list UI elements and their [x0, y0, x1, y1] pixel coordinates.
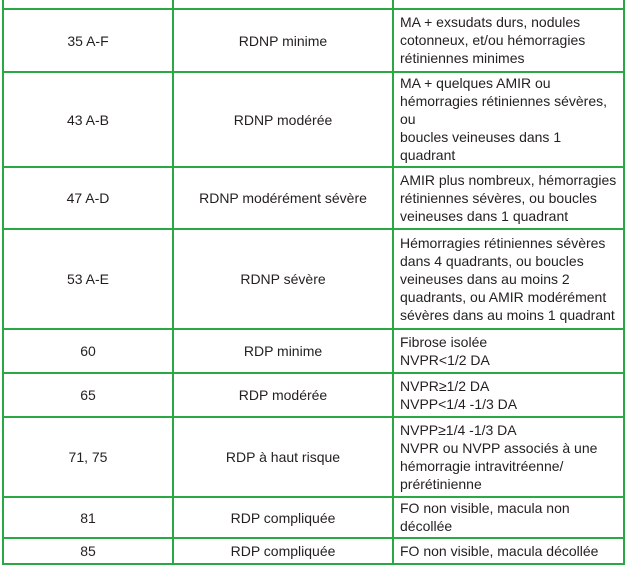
description-text: Hémorragies rétiniennes sévères dans 4 quadrants, ou boucles veineuses dans au moins 2 quadrants, ou AMIR modérément sévères dans au moins 1 quadrant — [400, 234, 615, 323]
code-cell: 81 — [3, 497, 173, 538]
stage-cell: RDP minime — [173, 329, 393, 373]
description-text: MA + exsudats durs, nodules cotonneux, et/ou hémorragies rétiniennes minimes — [400, 14, 586, 66]
description-text: FO non visible, macula non décollée — [400, 500, 570, 534]
table-row — [3, 373, 624, 417]
retinopathy-classification-table — [2, 0, 625, 565]
table-row — [3, 229, 624, 329]
table-row — [3, 167, 624, 229]
stage-cell: RDNP modérée — [173, 72, 393, 167]
code-cell: 85 — [3, 538, 173, 564]
description-cell — [393, 229, 624, 329]
description-text: NVPR≥1/2 DA NVPP<1/4 -1/3 DA — [400, 377, 518, 412]
code-cell: 71, 75 — [3, 417, 173, 497]
code-cell — [3, 0, 173, 9]
code-cell: 65 — [3, 373, 173, 417]
code-cell: 47 A-D — [3, 167, 173, 229]
stage-cell: RDP compliquée — [173, 497, 393, 538]
description-cell — [393, 0, 624, 9]
table-row — [3, 497, 624, 538]
description-cell — [393, 538, 624, 564]
code-cell: 43 A-B — [3, 72, 173, 167]
description-cell — [393, 329, 624, 373]
description-text: NVPP≥1/4 -1/3 DA NVPR ou NVPP associés à une hémorragie intravitréenne/ prérétinienne — [400, 421, 598, 492]
description-text: FO non visible, macula décollée — [400, 542, 599, 559]
stage-cell: RDNP sévère — [173, 229, 393, 329]
table-row — [3, 538, 624, 564]
description-cell — [393, 373, 624, 417]
stage-cell: RDNP modérément sévère — [173, 167, 393, 229]
stage-cell: RDP modérée — [173, 373, 393, 417]
table-row — [3, 72, 624, 167]
code-cell: 35 A-F — [3, 9, 173, 72]
table-row — [3, 329, 624, 373]
description-cell — [393, 167, 624, 229]
description-cell — [393, 497, 624, 538]
table-row — [3, 417, 624, 497]
stage-cell — [173, 0, 393, 9]
description-text: Fibrose isolée NVPR<1/2 DA — [400, 333, 490, 368]
description-cell — [393, 9, 624, 72]
description-cell — [393, 72, 624, 167]
description-text: AMIR plus nombreux, hémorragies rétiniennes sévères, ou boucles veineuses dans 1 quadrant — [400, 171, 617, 224]
stage-cell: RDP à haut risque — [173, 417, 393, 497]
code-cell: 60 — [3, 329, 173, 373]
code-cell: 53 A-E — [3, 229, 173, 329]
description-text: MA + quelques AMIR ou hémorragies rétiniennes sévères, ou boucles veineuses dans 1 quadrant — [400, 75, 607, 163]
stage-cell: RDNP minime — [173, 9, 393, 72]
table-row — [3, 0, 624, 9]
table-row — [3, 9, 624, 72]
description-cell — [393, 417, 624, 497]
stage-cell: RDP compliquée — [173, 538, 393, 564]
